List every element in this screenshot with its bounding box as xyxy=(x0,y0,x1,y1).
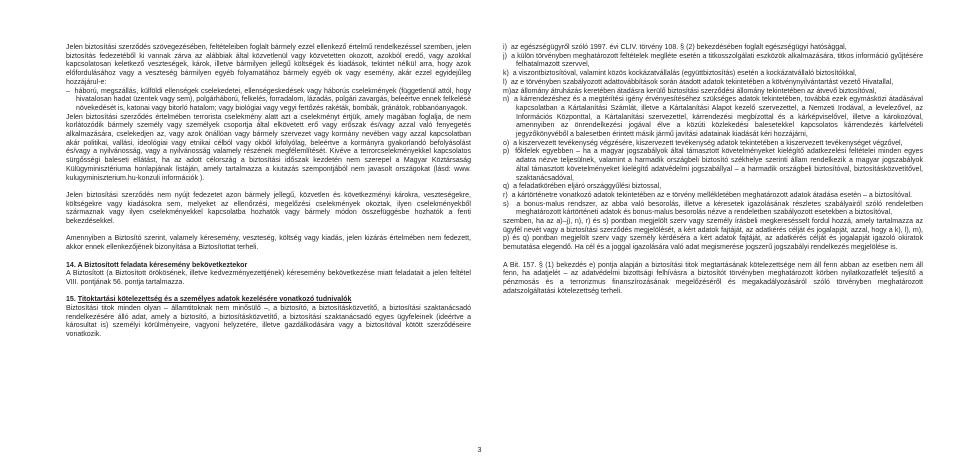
section-14-heading xyxy=(66,262,471,271)
request-conditions-paragraph: szemben, ha az a)–j), n), r) és s) pontban megjelölt szerv vagy személy írásbeli megkeresésselt fordul hozzá, amely tartalmazza az ügyfél nevét vagy a biztosítási szerződés megjelölését, a kért adatok fajtáját, az adatkérés célját és jogalapját, azzal, hogy a k), l), m), p) és q) pontban megjelölt szerv vagy személy kérdéséra a kért adatok fajtáját, az adatkérés célját és jogalapját igazoló okiratok bemutatása elegendő. Ha cél és a joggal igazolására való adat megismerése jogszerű jogszabályi rendelkezés megjelölése is. xyxy=(503,218,923,252)
left-column xyxy=(66,44,471,340)
section-14-title: A Biztosított feladata kéresemény bekövetkeztekor xyxy=(77,261,248,269)
section-15-title: Titoktartási kötelezettség és a személyes adatok kezelésére vonatkozó tudnivalók xyxy=(77,296,352,304)
prevention-exclusion-paragraph: Jelen biztosítási szerződés nem nyújt fedezetet azon bármely jellegű, közvetlen és következményi károkra, veszteségekre, költségekre vagy kiadásokra sem, melyeket az ellenőrzési, megelőzési cselekmények okoztak, ilyen cselekményekből származnak vagy ilyen cselekményekkel kapcsolatba hozhatók vagy bármely módon összefüggésbe hozhatók a fenti bekezdésekkel. xyxy=(66,191,471,226)
section-15-text: Biztosítási titok minden olyan – államtitoknak nem minősülő –, a biztosító, a biztosításközvetítő, a biztosítási szaktanácsadó rendelkezésére álló adat, amely a biztosító, a biztosításközvetítő, a biztosítási szaktanácsadó egyes ügyfeleinek (ideértve a károsultat is) személyi körülményeire, vagyoni helyzetére, illetve gazdálkodására vagy a biztosítóval kötött szerződéseire vonatkozik. xyxy=(66,305,471,339)
list-item-p: p) főkfelek egyebben – ha a magyar jogszabályok által támasztott követelményeket kielégítő adatkezelési feltételei minden egyes adatra nézve teljesülnek, valamint a harmadik országbeli biztosító székhelye szerinti állam rendelkezik a magyar jogszabályok által támasztott követelményeket kielégítő adatvédelmi jogszabállyal – a harmadik országbeli biztosítóval, biztosításközvetítővel, szaktanácsadóval, xyxy=(503,148,923,182)
exclusion-intro-paragraph: Jelen biztosítási szerződés szövegezésében, feltételeiben foglalt bármely ezzel ellenkező értelmű rendelkezéssel szemben, jelen biztosítás fedezetéből ki vannak zárva az alábbiak által közvetlenül vagy közvetetten okozott, azokból eredő, vagy azokkal kapcsolatosan keletkező veszteségek, károk, illetve bármilyen jellegű költségek és kiadások, tekintet nélkül arra, hogy azok előfordulásához vagy a veszteség bármilyen egyéb folyamatához bármely egyéb ok vagy esemény, akár ezzel egyidejűleg hozzájárul-e: xyxy=(66,44,471,86)
list-item-s: s) a bonus-malus rendszer, az abba való besorolás, illetve a kéresetek igazolásának részletes szabályairól szóló rendeletben meghatározott kártörténeti adatok és bonus-malus besorolás nézve a rendeletben szabályozott esetekben a biztosítóval, xyxy=(503,200,923,217)
section-14-text: A Biztosított (a Biztosított örökösének, illetve kedvezményezettjének) kéresemény bekövetkezése miatt feladatait a jelen feltétel VIII. pontjának 56. pontja tartalmazza. xyxy=(66,270,471,286)
list-item-o: o) a kiszervezett tevékenység végzésére, kiszervezett tevékenység adatok tekintetében a kiszervezett tevékenységet végzővel, xyxy=(503,139,903,147)
section-15-number: 15. xyxy=(66,296,76,304)
list-item-n: n) a kárrendezéshez és a megtérítési igény érvényesítéséhez szükséges adatok tekintetében, továbbá ezek egymásközi átadásával kapcsolatban a Kártalanítási Számlát, illetve a Kártalanítási Alapot kezelő szervezettel, a Nemzeti Irodával, a levelezővel, az Információs Központtal, a Kártalanítási szervezettel, kárrendezési megbízottal és a kárképviselővel, illetve a károkozóval, amennyiben az önrendelkezési jogával élve a közúti közlekedési balesetekkel kapcsolatos kárrendezés kárfelvételi jegyzőkönyvéből a balesetben érintett másik jármű javítási adatainak kiadását kéri hozzájárni, xyxy=(503,96,923,139)
list-item-q: q) a feladatkörében eljáró országgyűlési biztossal, xyxy=(503,183,662,191)
list-item-r: r) a kártörténetre vonatkozó adatok tekintetében az e törvény mellékletében meghatározott adatok átadása esetén – a biztosítóval. xyxy=(503,191,912,199)
list-item-i: i) az egészségügyről szóló 1997. évi CLIV. törvény 108. § (2) bekezdésében foglalt egészségügyi hatósággal, xyxy=(503,44,847,51)
list-item-j: j) a külön törvényben meghatározott feltételek meglléte esetén a titkosszolgálati eszközök alkalmazására, titkos információ gyűjtésére felhatalmazott szervvel, xyxy=(503,52,923,69)
war-exclusion-item: – háború, megszállás, külföldi ellenségek cselekedetei, ellenségeskedések vagy háborús cselekmények (függetlenül attól, hogy hivatalosan hadat üzentek vagy sem), polgárháború, felkelés, forradalom, lázadás, polgári zavargás, beleértve ennek felkelésé növekedését is, katonai vagy bitorló hatalom; vagy biológiai vagy vegyi fertőzés rakéták, bombák, gránátok, robbanóanyagok. xyxy=(66,87,471,112)
section-15-heading xyxy=(66,296,471,305)
right-column xyxy=(503,44,923,296)
section-14-number: 14. xyxy=(66,261,76,269)
page-number: 3 xyxy=(477,445,482,454)
list-item-k: k) a viszontbiztosítóval, valamint közös kockázatvállalás (együttbiztosítás) esetén a kockázatvállaló biztosítókkal, xyxy=(503,70,857,78)
terrorism-definition-paragraph: Jelen biztosítási szerződés értelmében terrorista cselekmény alatt azt a cselekményt értjük, amely magában foglalja, de nem korlátozódik bármely személy vagy személyek csoportja által elkövetett erő vagy erőszak és/vagy azzal való fenyegetés alkalmazására, cselekedjen az, vagy azok önállóan vagy bármely szervezet vagy kormány nevében vagy azzal kapcsolatban akár politikai, vallási, ideológiai vagy etnikai célból vagy okból kifolyólag, beleértve a kormányra gyakorlandó befolyásolást és/vagy a nyilvánosság, vagy a nyilvánosság valamely részének megfélemlítését. Kivéve a terrorcselekményekkel kapcsolatos sürgősségi baleseti ellátást, ha az adott célország a biztosítási időszak kezdetén nem szerepel a Magyar Köztársaság Külügyminisztériuma honlapjának listáján, amely tartalmazza a kiutazás szempontjából nem javasolt országokat (lásd: www. kulugyminiszterium.hu-konzuli információk ). xyxy=(66,113,471,182)
burden-of-proof-paragraph: Amennyiben a Biztosító szerint, valamely kéresemény, veszteség, költség vagy kiadás, jelen kizárás értelmében nem fedezett, akkor ennek ellenkezőjének bizonyítása a Biztosítottat terheli. xyxy=(66,235,471,252)
secrecy-exception-paragraph: A Bit. 157. § (1) bekezdés e) pontja alapján a biztosítási titok megtartásának kötelezettsége nem áll fenn abban az esetben nem áll fenn, ha adatjelét – az adatvédelmi bizottsági felhívásra a biztosítót törvényben meghatározott körben nyilatkozatfelét teljesítő a pénzmosás és a terrorizmus finanszírozásának megelőzéséről és megakadályozásáról szóló törvényben meghatározott adatszolgáltatási kötelezettség terheli. xyxy=(503,261,923,295)
list-item-l: l) az e törvényben szabályozott adattovábbítások során átadott adatok tekintetében a kötvénynyilvántartást vezető Hivatallal, xyxy=(503,78,894,86)
list-item-m: m)az állomány átruházás keretében átadásra kerülő biztosítási szerződési állomány tekintetében az átvevő biztosítóval, xyxy=(503,87,877,95)
